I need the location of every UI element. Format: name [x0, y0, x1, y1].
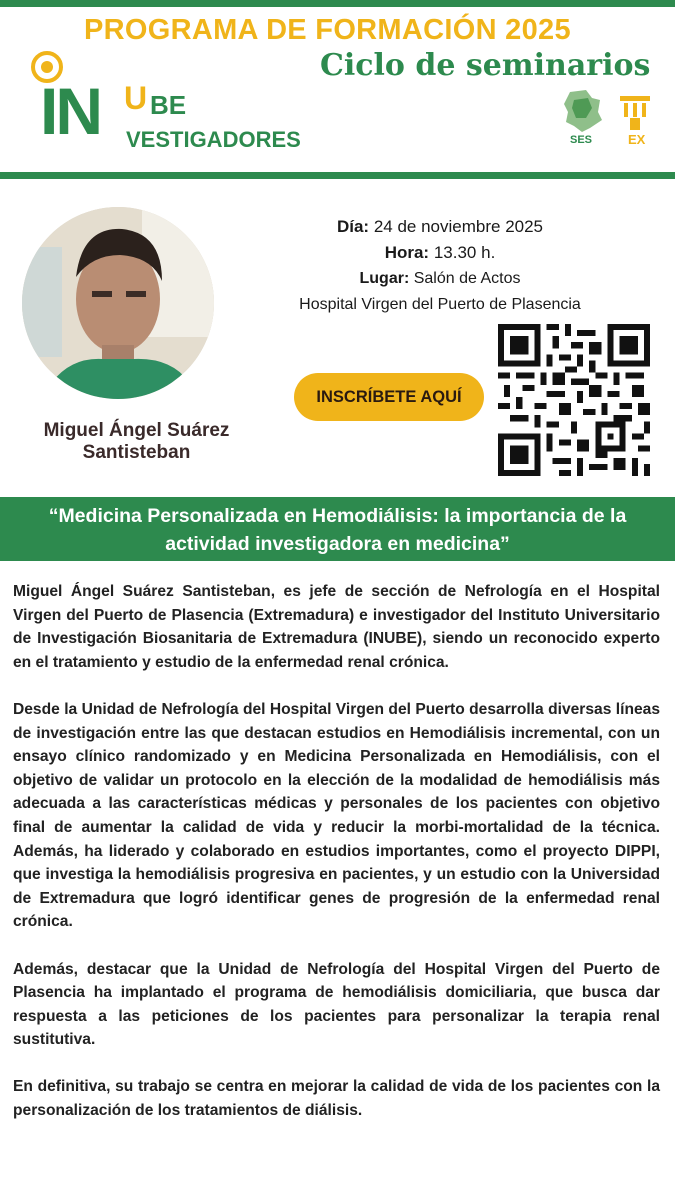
- day-value: 24 de noviembre 2025: [373, 217, 544, 236]
- column-icon: [616, 94, 656, 132]
- top-green-bar: [0, 0, 675, 7]
- program-title: PROGRAMA DE FORMACIÓN 2025: [84, 14, 571, 46]
- talk-title-line2: actividad investigadora en medicina”: [165, 533, 510, 555]
- bio-paragraph-1: Miguel Ángel Suárez Santisteban, es jefe de sección de Nefrología en el Hospital Virgen del Puerto de Plasencia (Extremadura) e investigador del Instituto Universitario de Investigación Biosanitaria de Extremadura (INUBE), siendo un reconocido experto en el tratamiento y estudio de la enfermedad renal crónica.: [13, 583, 660, 671]
- bio-paragraph-2: Desde la Unidad de Nefrología del Hospital Virgen del Puerto desarrolla diversas líneas de investigación entre las que destacan estudios en Hemodiálisis incremental, con un ensayo clínico randomizado y en Medicina Personalizada en Hemodiálisis, con el objetivo de validar un protocolo en la elección de la modalidad de hemodiálisis más adecuada a las características médicas y personales de los pacientes con objetivo final de aumentar la calidad de vida y reducir la morbi-mortalidad de la técnica. Además, ha liderado y colaborado en estudios importantes, como el proyecto DIPPI, que investiga la hemodiálisis progresiva en pacientes, y un estudio con la Universidad de Extremadura que logró identificar genes de progresión de la enfermedad renal crónica.: [13, 700, 660, 931]
- event-time: [280, 240, 600, 266]
- speaker-name: [14, 420, 259, 464]
- ses-logo: [560, 88, 606, 150]
- inube-logo: [30, 50, 330, 150]
- talk-title-band: [0, 497, 675, 561]
- place-label: Lugar:: [359, 270, 410, 287]
- bio-paragraph-4: En definitiva, su trabajo se centra en mejorar la calidad de vida de los pacientes con la personalización de los tratamientos de diálisis.: [13, 1078, 660, 1120]
- extremadura-map-icon: [560, 88, 606, 136]
- speaker-name-line1: Miguel Ángel Suárez: [43, 420, 230, 441]
- event-place: [280, 266, 600, 292]
- logo-in: IN: [40, 74, 100, 148]
- uex-label: EX: [628, 132, 646, 147]
- uex-logo: [616, 94, 656, 150]
- speaker-photo: [22, 207, 214, 399]
- logo-vestigadores: VESTIGADORES: [126, 127, 301, 152]
- place-value: Salón de Actos: [413, 270, 521, 287]
- event-place-detail: Hospital Virgen del Puerto de Plasencia: [299, 296, 581, 313]
- logo-u: U: [124, 80, 148, 116]
- bio-paragraph-3: Además, destacar que la Unidad de Nefrología del Hospital Virgen del Puerto de Plasencia ha implantado el programa de hemodiálisis domiciliaria, que busca dar respuesta a las peticiones de los pacientes para personalizar la terapia renal sustitutiva.: [13, 960, 660, 1049]
- cycle-subtitle: Ciclo de seminarios: [320, 48, 651, 83]
- time-value: 13.30 h.: [433, 243, 496, 262]
- event-info: [280, 214, 600, 318]
- talk-title-line1: “Medicina Personalizada en Hemodiálisis: la importancia de la: [48, 505, 627, 527]
- time-label: Hora:: [384, 243, 430, 262]
- bio-text: [13, 580, 660, 1146]
- register-button[interactable]: INSCRÍBETE AQUÍ: [294, 373, 484, 421]
- day-label: Día:: [336, 217, 370, 236]
- logo-be: BE: [150, 90, 187, 120]
- event-day: [280, 214, 600, 240]
- speaker-name-line2: Santisteban: [82, 442, 191, 463]
- header-divider-bar: [0, 172, 675, 179]
- ses-label: SES: [570, 134, 593, 146]
- qr-code[interactable]: [498, 324, 650, 476]
